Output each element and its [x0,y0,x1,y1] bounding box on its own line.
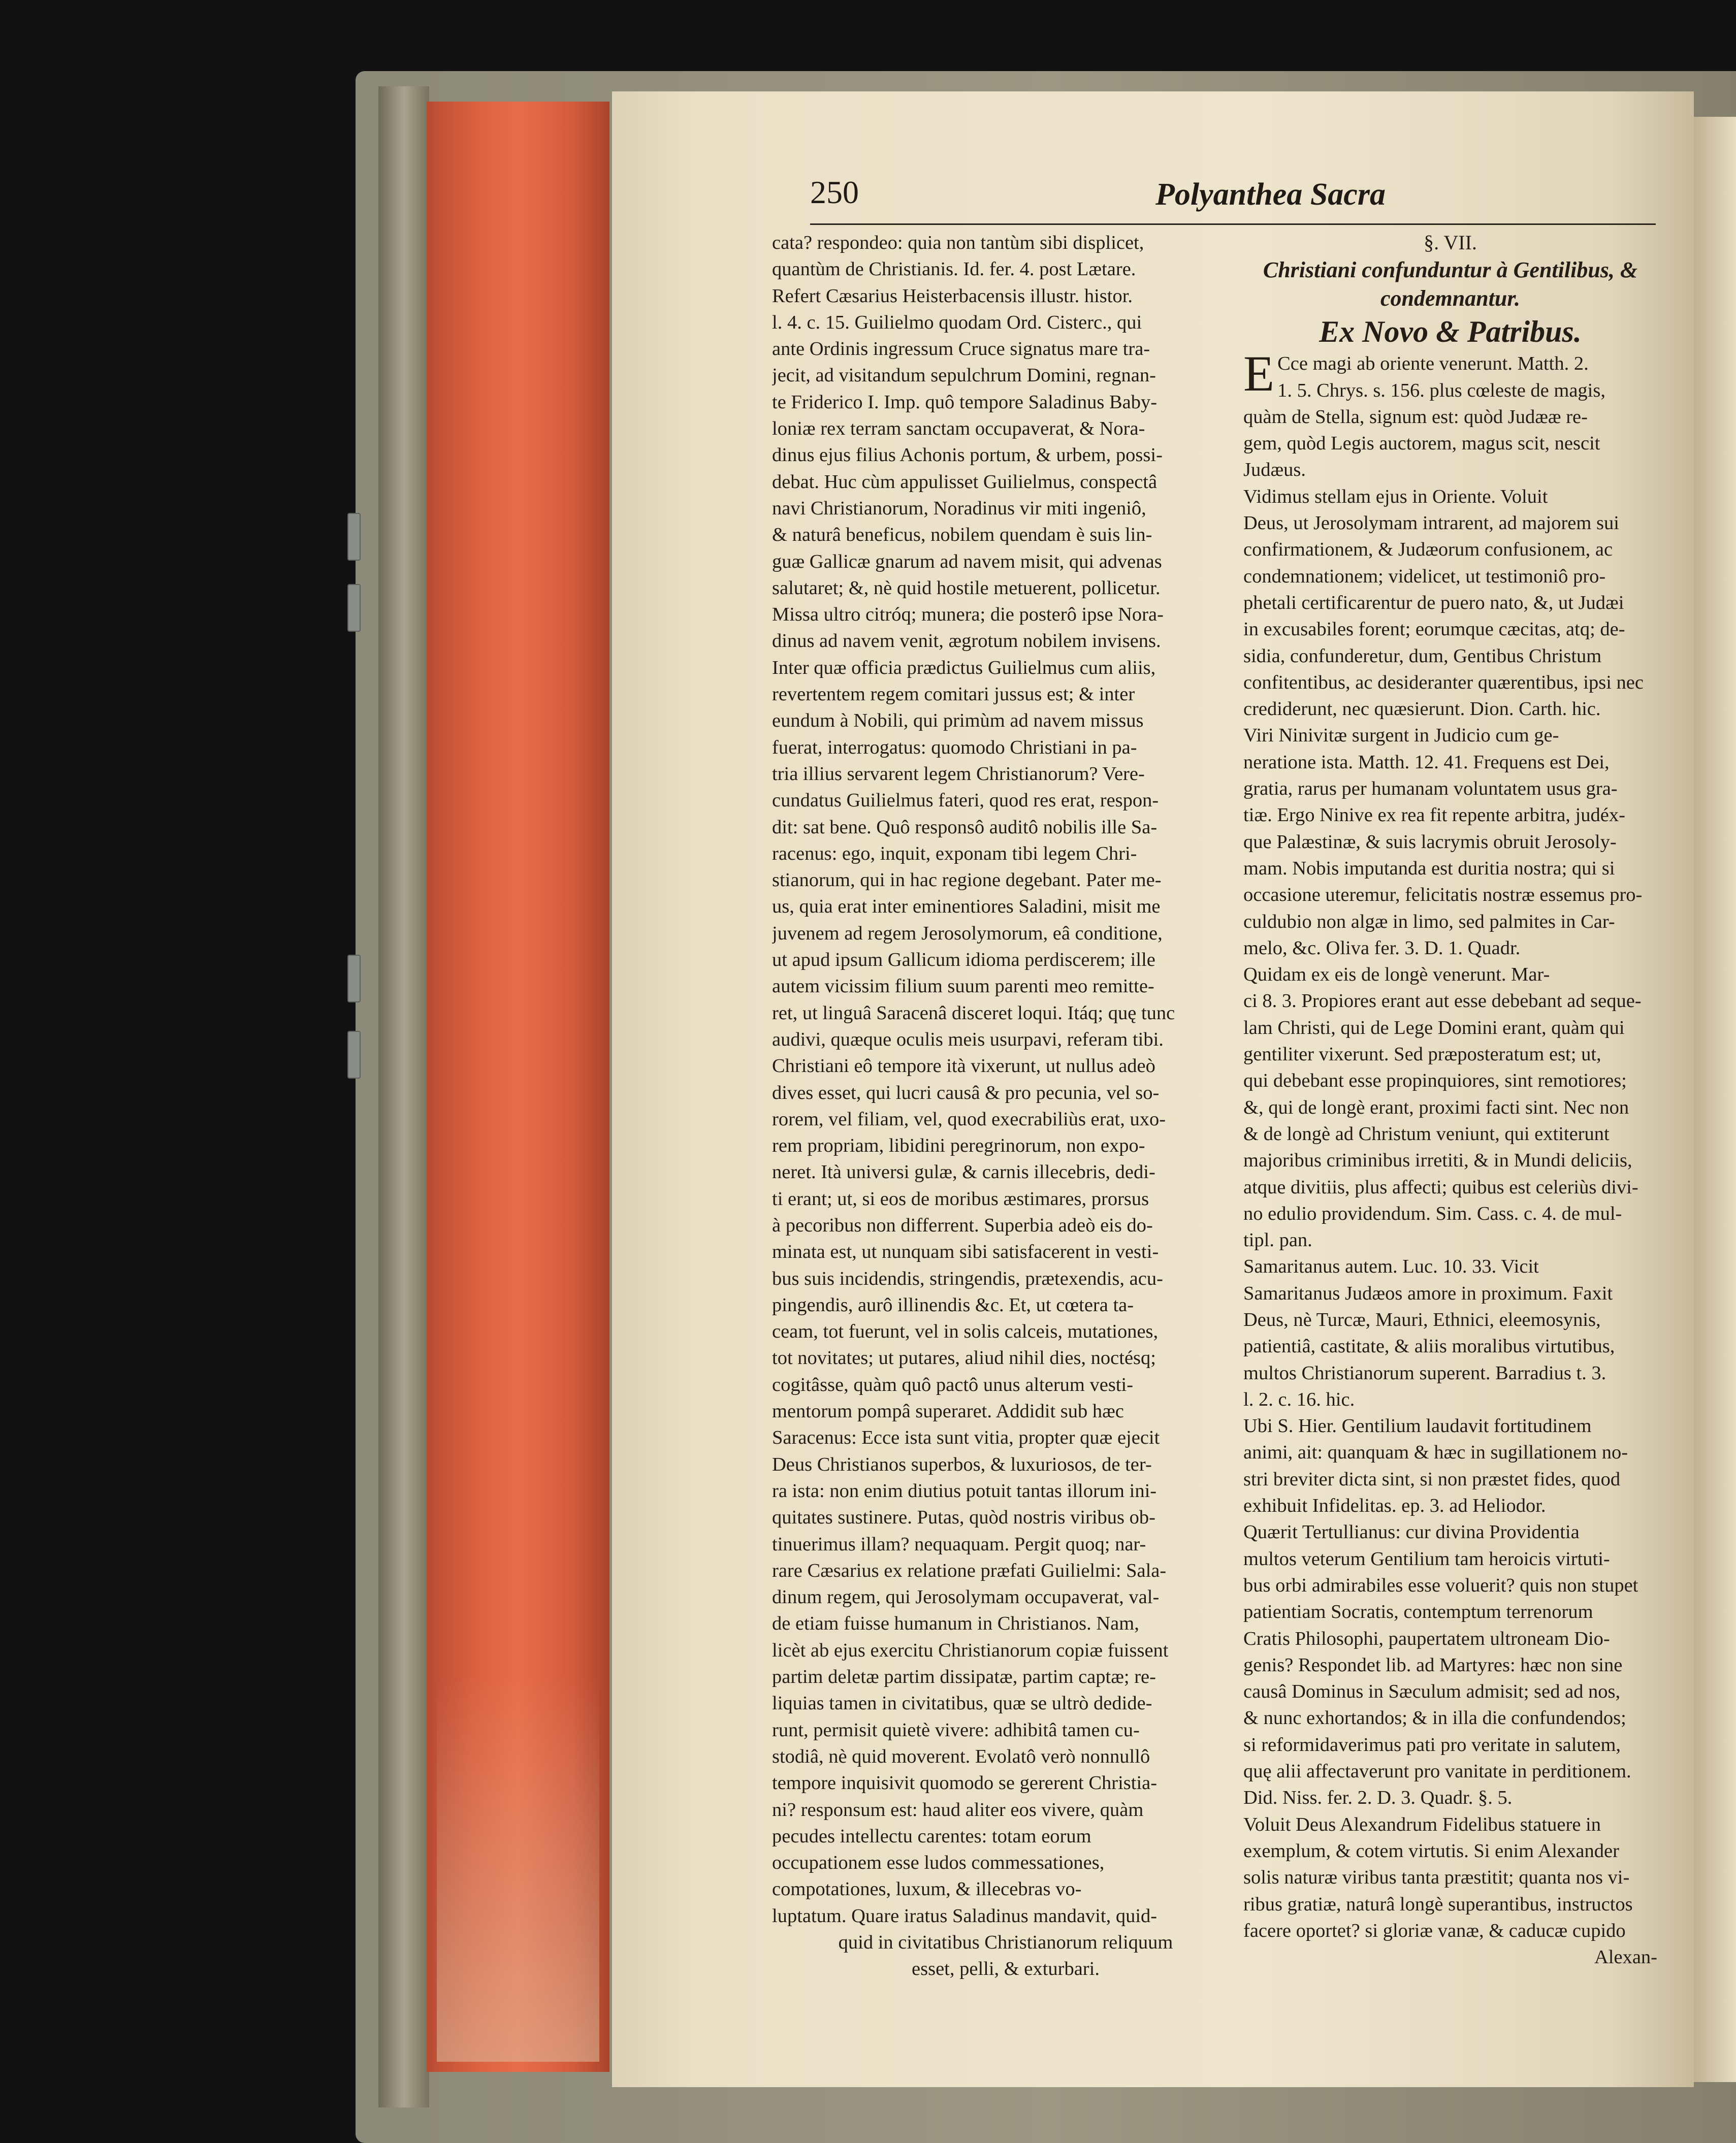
text-line: de etiam fuisse humanum in Christianos. Nam, [772,1613,1139,1635]
text-line: & naturâ beneficus, nobilem quendam è suis lin- [772,524,1152,546]
text-line: dinus ejus filius Achonis portum, & urbem, possi- [772,444,1163,466]
text-line: licèt ab ejus exercitu Christianorum copiæ fuissent [772,1639,1169,1661]
page-header [810,174,1656,219]
text-line: confitentibus, ac desideranter quærentibus, ipsi nec [1243,671,1644,693]
text-line: occasione uteremur, felicitatis nostræ essemus pro- [1243,884,1643,906]
text-line: lam Christi, qui de Lege Domini erant, quàm qui [1243,1017,1625,1038]
text-line: exhibuit Infidelitas. ep. 3. ad Heliodor. [1243,1495,1546,1517]
text-line: l. 4. c. 15. Guilielmo quodam Ord. Cisterc., qui [772,311,1142,333]
text-line: guæ Gallicæ gnarum ad navem misit, qui advenas [772,550,1162,572]
text-line: cogitâsse, quàm quô pactô unus alterum vesti- [772,1374,1134,1395]
text-line: Samaritanus Judæos amore in proximum. Faxit [1243,1282,1613,1304]
text-line: ut apud ipsum Gallicum idioma perdiscerem; ille [772,949,1155,971]
text-line: culdubio non algæ in limo, sed palmites in Car- [1243,911,1615,932]
text-line: te Friderico I. Imp. quô tempore Saladinus Baby- [772,391,1158,413]
text-line: facere oportet? si gloriæ vanæ, & caducæ cupido [1243,1920,1626,1941]
text-line: exemplum, & cotem virtutis. Si enim Alexander [1243,1840,1619,1862]
worn-edge [437,1676,599,2062]
text-line: ceam, tot fuerunt, vel in solis calceis, mutationes, [772,1321,1159,1343]
text-line: multos veterum Gentilium tam heroicis virtuti- [1243,1548,1610,1570]
page-number: 250 [810,174,859,210]
running-title: Polyanthea Sacra [1155,177,1386,212]
text-line: ante Ordinis ingressum Cruce signatus mare tra- [772,338,1150,360]
text-line: partim deletæ partim dissipatæ, partim captæ; re- [772,1666,1156,1688]
text-line: Samaritanus autem. Luc. 10. 33. Vicit [1243,1256,1539,1278]
text-line: neratione ista. Matth. 12. 41. Frequens est Dei, [1243,751,1610,773]
text-line: & de longè ad Christum veniunt, qui extiterunt [1243,1123,1610,1145]
text-line: quitates sustinere. Putas, quòd nostris viribus ob- [772,1507,1155,1529]
left-column [772,230,1239,1983]
text-line: loniæ rex terram sanctam occupaverat, & Nora- [772,418,1145,440]
text-line: si reformidaverimus pati pro veritate in salutem, [1243,1734,1621,1756]
text-line: ni? responsum est: haud aliter eos vivere, quàm [772,1799,1144,1821]
text-line: in excusabiles forent; eorumque cæcitas, atq; de- [1243,619,1625,640]
text-line: audivi, quæque oculis meis usurpavi, referam tibi. [772,1028,1164,1050]
text-line: Cce magi ab oriente venerunt. Matth. 2. [1277,353,1589,375]
text-line: patientiam Socratis, contemptum terrenorum [1243,1601,1593,1623]
text-line: phetali certificarentur de puero nato, &, ut Judæi [1243,592,1624,613]
drop-cap: E [1243,345,1275,402]
clasp-icon [347,955,361,1002]
text-line: condemnationem; videlicet, ut testimoniô pro- [1243,565,1606,587]
text-line: Refert Cæsarius Heisterbacensis illustr. histor. [772,285,1133,307]
text-line: rem propriam, libidini peregrinorum, non expo- [772,1135,1145,1157]
text-line: eundum à Nobili, qui primùm ad navem missus [772,710,1144,732]
text-line: Voluit Deus Alexandrum Fidelibus statuere in [1243,1813,1601,1835]
section-heading: Christiani confunduntur à Gentilibus, & condemnantur. [1263,257,1638,311]
text-line: Quærit Tertullianus: cur divina Providentia [1243,1521,1580,1543]
text-line: rorem, vel filiam, vel, quod execrabiliùs erat, uxo- [772,1108,1166,1130]
text-line: debat. Huc cùm appulisset Guilielmus, conspectâ [772,471,1158,493]
text-line: runt, permisit quietè vivere: adhibitâ tamen cu- [772,1719,1140,1741]
text-line: cata? respondeo: quia non tantùm sibi displicet, [772,232,1144,253]
text-line: animi, ait: quanquam & hæc in sugillationem no- [1243,1442,1628,1464]
text-line: Deus Christianos superbos, & luxuriosos, de ter- [772,1453,1152,1475]
text-line: dinum regem, qui Jerosolymam occupaverat, val- [772,1586,1160,1608]
text-line: stianorum, qui in hac regione degebant. Pater me- [772,869,1162,891]
text-line: dit: sat bene. Quô responsô auditô nobilis ille Sa- [772,816,1158,838]
text-line: stri breviter dicta sint, si non præstet fides, quod [1243,1468,1621,1490]
text-line: &, qui de longè erant, proximi facti sint. Nec non [1243,1096,1629,1118]
text-line: Did. Niss. fer. 2. D. 3. Quadr. §. 5. [1243,1787,1513,1809]
right-column [1243,230,1657,1970]
text-line: genis? Respondet lib. ad Martyres: hæc non sine [1243,1654,1623,1676]
text-line: Deus, ut Jerosolymam intrarent, ad majorem sui [1243,512,1619,534]
text-line: sidia, confunderetur, dum, Gentibus Christum [1243,645,1602,667]
text-line: quid in civitatibus Christianorum reliquum [838,1932,1173,1953]
text-line: 1. 5. Chrys. s. 156. plus cœleste de magis, [1277,379,1605,401]
text-line: Saracenus: Ecce ista sunt vitia, propter quæ ejecit [772,1427,1160,1449]
text-line: cundatus Guilielmus fateri, quod res erat, respon- [772,790,1159,811]
text-line: quàm de Stella, signum est: quòd Judææ re- [1243,406,1588,428]
text-line: navi Christianorum, Noradinus vir miti ingeniô, [772,497,1146,519]
text-line: patientiâ, castitate, & aliis moralibus virtutibus, [1243,1336,1615,1357]
text-line: atque divitiis, plus affecti; quibus est celeriùs divi- [1243,1176,1638,1198]
text-line: que Palæstinæ, & suis lacrymis obruit Jerosoly- [1243,831,1617,853]
clasp-icon [347,513,361,561]
text-line: majoribus criminibus irretiti, & in Mundi deliciis, [1243,1150,1632,1172]
text-line: pecudes intellectu carentes: totam eorum [772,1825,1091,1847]
text-line: dives esset, qui lucri causâ & pro pecunia, vel so- [772,1082,1160,1103]
book-spine [378,86,429,2107]
text-line: Ubi S. Hier. Gentilium laudavit fortitudinem [1243,1415,1592,1437]
text-line: Judæus. [1243,459,1306,481]
text-line: minata est, ut nunquam sibi satisfacerent in vesti- [772,1241,1159,1263]
text-line: l. 2. c. 16. hic. [1243,1388,1355,1410]
text-line: crediderunt, nec quæsierunt. Dion. Carth. hic. [1243,698,1601,720]
text-line: stodiâ, nè quid moverent. Evolatô verò nonnullô [772,1745,1150,1767]
section-mark: §. VII. [1424,231,1477,254]
text-line: us, quia erat inter eminentiores Saladini, misit me [772,896,1161,918]
text-line: no edulio providendum. Sim. Cass. c. 4. de mul- [1243,1203,1622,1224]
text-line: Viri Ninivitæ surgent in Judicio cum ge- [1243,725,1559,746]
text-line: fuerat, interrogatus: quomodo Christiani in pa- [772,736,1137,758]
right-lines [1243,404,1657,1971]
text-line: rare Cæsarius ex relatione præfati Guilielmi: Sala- [772,1560,1167,1581]
text-line: Quidam ex eis de longè venerunt. Mar- [1243,964,1550,986]
text-line: mentorum pompâ superaret. Addidit sub hæc [772,1401,1124,1422]
text-line: qui debebant esse propinquiores, sint remotiores; [1243,1070,1627,1092]
text-line: dinus ad navem venit, ægrotum nobilem invisens. [772,630,1161,652]
text-line: pingendis, aurô illinendis &c. Et, ut cœtera ta- [772,1294,1134,1316]
section-subheading: Ex Novo & Patribus. [1319,315,1582,349]
text-line: gratia, rarus per humanam voluntatem usus gra- [1243,778,1618,800]
text-line: quantùm de Christianis. Id. fer. 4. post Lætare. [772,258,1136,280]
text-line: à pecoribus non differrent. Superbia adeò eis do- [772,1214,1153,1236]
text-line: compotationes, luxum, & illecebras vo- [772,1878,1082,1900]
text-line: mam. Nobis imputanda est duritia nostra; qui si [1243,857,1615,879]
text-line: bus suis incidendis, stringendis, prætexendis, acu- [772,1268,1163,1289]
text-line: jecit, ad visitandum sepulchrum Domini, regnan- [772,365,1156,386]
text-line: quę alii affectaverunt pro vanitate in perditionem. [1243,1761,1631,1782]
text-line: & nunc exhortandos; & in illa die confundendos; [1243,1707,1626,1729]
clasp-icon [347,584,361,632]
text-line: solis naturæ viribus tanta præstitit; quanta nos vi- [1243,1867,1630,1889]
text-line: gentiliter vixerunt. Sed præposteratum est; ut, [1243,1044,1601,1065]
text-line: tria illius servarent legem Christianorum? Vere- [772,763,1145,785]
text-line: tipl. pan. [1243,1229,1312,1251]
text-line: ti erant; ut, si eos de moribus æstimares, prorsus [772,1188,1149,1210]
text-line: occupationem esse ludos commessationes, [772,1852,1105,1874]
text-line: confirmationem, & Judæorum confusionem, ac [1243,539,1613,561]
text-line: ret, ut linguâ Saracenâ disceret loqui. Itáq; quę tunc [772,1002,1175,1024]
text-line: revertentem regem comitari jussus est; & inter [772,684,1135,705]
text-line: liquias tamen in civitatibus, quæ se ultrò dedide- [772,1693,1152,1714]
text-line: Missa ultro citróq; munera; die posterô ipse Nora- [772,604,1164,626]
text-line: melo, &c. Oliva fer. 3. D. 1. Quadr. [1243,937,1521,959]
text-line: autem vicissim filium suum parenti meo remitte- [772,976,1154,997]
text-line: esset, pelli, & exturbari. [912,1958,1100,1980]
text-line: racenus: ego, inquit, exponam tibi legem Chri- [772,842,1137,864]
text-line: tot novitates; ut putares, aliud nihil dies, noctésq; [772,1347,1156,1369]
text-line: Christiani eô tempore ità vixerunt, ut nullus adeò [772,1055,1155,1077]
text-line: Alexan- [1594,1946,1657,1968]
text-line: Vidimus stellam ejus in Oriente. Voluit [1243,485,1548,507]
text-line: gem, quòd Legis auctorem, magus scit, nescit [1243,433,1600,454]
text-line: tinuerimus illam? nequaquam. Pergit quoq; nar- [772,1533,1146,1555]
text-line: luptatum. Quare iratus Saladinus mandavit, quid- [772,1905,1158,1927]
text-line: ra ista: non enim diutius potuit tantas illorum ini- [772,1480,1157,1502]
text-line: Deus, nè Turcæ, Mauri, Ethnici, eleemosynis, [1243,1309,1601,1330]
facing-page-edge [1694,117,1736,2082]
text-line: juvenem ad regem Jerosolymorum, eâ conditione, [772,922,1163,944]
text-line: ci 8. 3. Propiores erant aut esse debebant ad seque- [1243,990,1642,1012]
header-rule [810,223,1656,225]
text-line: Cratis Philosophi, paupertatem ultroneam Dio- [1243,1628,1610,1649]
text-line: salutaret; &, nè quid hostile metuerent, pollicetur. [772,577,1161,599]
text-line: tempore inquisivit quomodo se gererent Christia- [772,1772,1158,1794]
text-line: bus orbi admirabiles esse voluerit? quis non stupet [1243,1574,1638,1596]
text-line: neret. Ità universi gulæ, & carnis illecebris, dedi- [772,1161,1155,1183]
text-line: tiæ. Ergo Ninive ex rea fit repente arbitra, judéx- [1243,804,1625,826]
clasp-icon [347,1031,361,1079]
text-line: multos Christianorum superent. Barradius t. 3. [1243,1362,1606,1384]
text-line: causâ Dominus in Sæculum admisit; sed ad nos, [1243,1681,1621,1703]
text-line: Inter quæ officia prædictus Guilielmus cum aliis, [772,657,1156,678]
text-line: ribus gratiæ, naturâ longè superantibus, instructos [1243,1893,1633,1915]
dropcap-paragraph [1243,345,1657,404]
